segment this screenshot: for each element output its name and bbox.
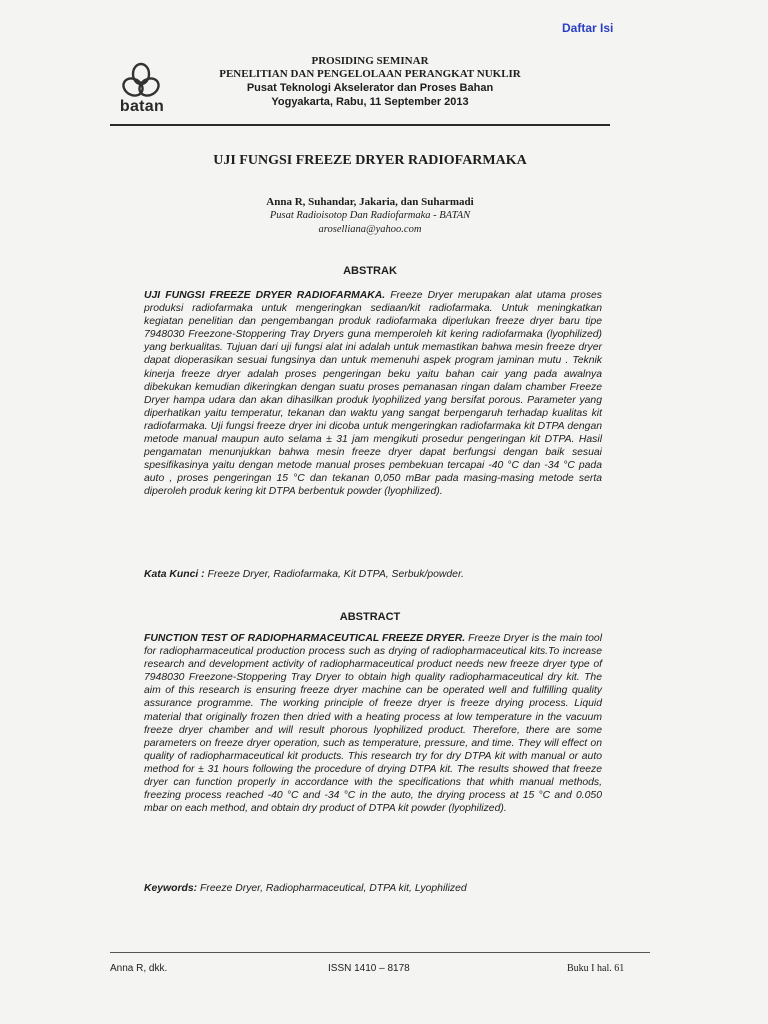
kata-kunci-text: Freeze Dryer, Radiofarmaka, Kit DTPA, Serbuk/powder.	[207, 569, 464, 580]
keywords-text: Freeze Dryer, Radiopharmaceutical, DTPA kit, Lyophilized	[200, 883, 467, 894]
footer-page: Buku I hal. 61	[567, 963, 625, 974]
footer-issn: ISSN 1410 – 8178	[328, 963, 410, 974]
kata-kunci	[144, 569, 602, 580]
abstract-heading: ABSTRACT	[339, 611, 401, 623]
abstract-body	[144, 632, 602, 815]
header-line-4: Yogyakarta, Rabu, 11 September 2013	[271, 96, 469, 108]
authors: Anna R, Suhandar, Jakaria, dan Suharmadi	[266, 196, 474, 208]
abstrak-body	[144, 289, 602, 499]
abstract-text: Freeze Dryer is the main tool for radiopharmaceutical production process such as drying of radiopharmaceutical kits.To increase research and development activity of radiopharmaceutical product needs new freeze dryer type of 7948030 Freezone-Stoppering Tray Dryer to obtain high quality radiopharmaceutical dry kit. The aim of this research is ensuring freeze dryer machine can be operated well and fulfilling quality assurance programme. The working principle of freeze dryer is freeze drying process. Liquid material that originally frozen then dried with a heating process at low temperature in the vacuum freeze dryer chamber and will result phorous lyophilized product. Therefore, there are some parameters on freeze dryer operation, such as temperature, pressure, and time. They will effect on quality of radiopharmaceutical kit products. This research try for dry DTPA kit with manual or auto method for ± 31 hours following the procedure of drying DTPA kit. The results showed that freeze dryer can function properly in accordance with the specifications that whith manual methods, freezing process reached -40 °C and -34 °C in the auto, the drying process at 15 °C and 0.050 mbar on each method, and obtain dry product of DTPA kit powder (lyophilized).	[144, 633, 602, 815]
abstrak-lead: UJI FUNGSI FREEZE DRYER RADIOFARMAKA.	[144, 290, 386, 301]
seminar-header	[200, 55, 540, 109]
kata-kunci-label: Kata Kunci :	[144, 569, 205, 580]
paper-title: UJI FUNGSI FREEZE DRYER RADIOFARMAKA	[213, 153, 527, 168]
abstrak-heading: ABSTRAK	[343, 265, 397, 277]
footer-divider	[110, 952, 650, 953]
abstrak-text: Freeze Dryer merupakan alat utama proses produksi radiofarmaka untuk mengeringkan sediaan/kit radiofarmaka. Untuk meningkatkan kegiatan penelitian dan pengembangan produk radiofarmaka diperlukan freeze dryer baru tipe 7948030 Freezone-Stoppering Tray Dryers guna memperoleh kit kering radiofarmaka (lyophilized) yang berkualitas. Tujuan dari uji fungsi alat ini adalah untuk memastikan bahwa mesin freeze dryer dapat dioperasikan sesuai fungsinya dan untuk memenuhi aspek program jaminan mutu . Teknik kinerja freeze dryer adalah proses pengeringan beku yaitu bahan cair yang pada awalnya dibekukan kemudian dikeringkan dengan suatu proses pemanasan ringan dalam chamber Freeze Dryer hampa udara dan akan dihasilkan produk lyophilized yang bersifat porous. Parameter yang diperhatikan yaitu temperatur, tekanan dan waktu yang sangat berpengaruh terhadap kualitas kit radiofarmaka. Uji fungsi freeze dryer ini dicoba untuk mengeringkan radiofarmaka kit DTPA dengan metode manual maupun auto selama ± 31 jam mengikuti prosedur pengeringan kit DTPA. Hasil pengamatan menunjukkan bahwa mesin freeze dryer dapat berfungsi dengan baik sesuai spesifikasinya yaitu dengan metode manual proses pembekuan tercapai -40 °C dan -34 °C pada auto , proses pengeringan 15 °C dan tekanan 0,050 mBar pada masing-masing metode serta diperoleh produk kering kit DTPA berbentuk powder (lyophilized).	[144, 290, 602, 498]
keywords-label: Keywords:	[144, 883, 198, 894]
footer-authors: Anna R, dkk.	[110, 963, 168, 974]
header-line-2: PENELITIAN DAN PENGELOLAAN PERANGKAT NUKLIR	[219, 68, 521, 80]
keywords	[144, 883, 602, 894]
affiliation: Pusat Radioisotop Dan Radiofarmaka - BATAN	[269, 210, 471, 221]
author-email: aroselliana@yahoo.com	[318, 224, 422, 235]
header-divider	[110, 124, 610, 126]
daftar-isi-link[interactable]: Daftar Isi	[562, 21, 614, 35]
header-line-1: PROSIDING SEMINAR	[311, 55, 429, 67]
header-line-3: Pusat Teknologi Akselerator dan Proses Bahan	[246, 82, 494, 94]
batan-logo-text: batan	[119, 98, 165, 115]
abstract-lead: FUNCTION TEST OF RADIOPHARMACEUTICAL FREEZE DRYER.	[144, 633, 466, 644]
